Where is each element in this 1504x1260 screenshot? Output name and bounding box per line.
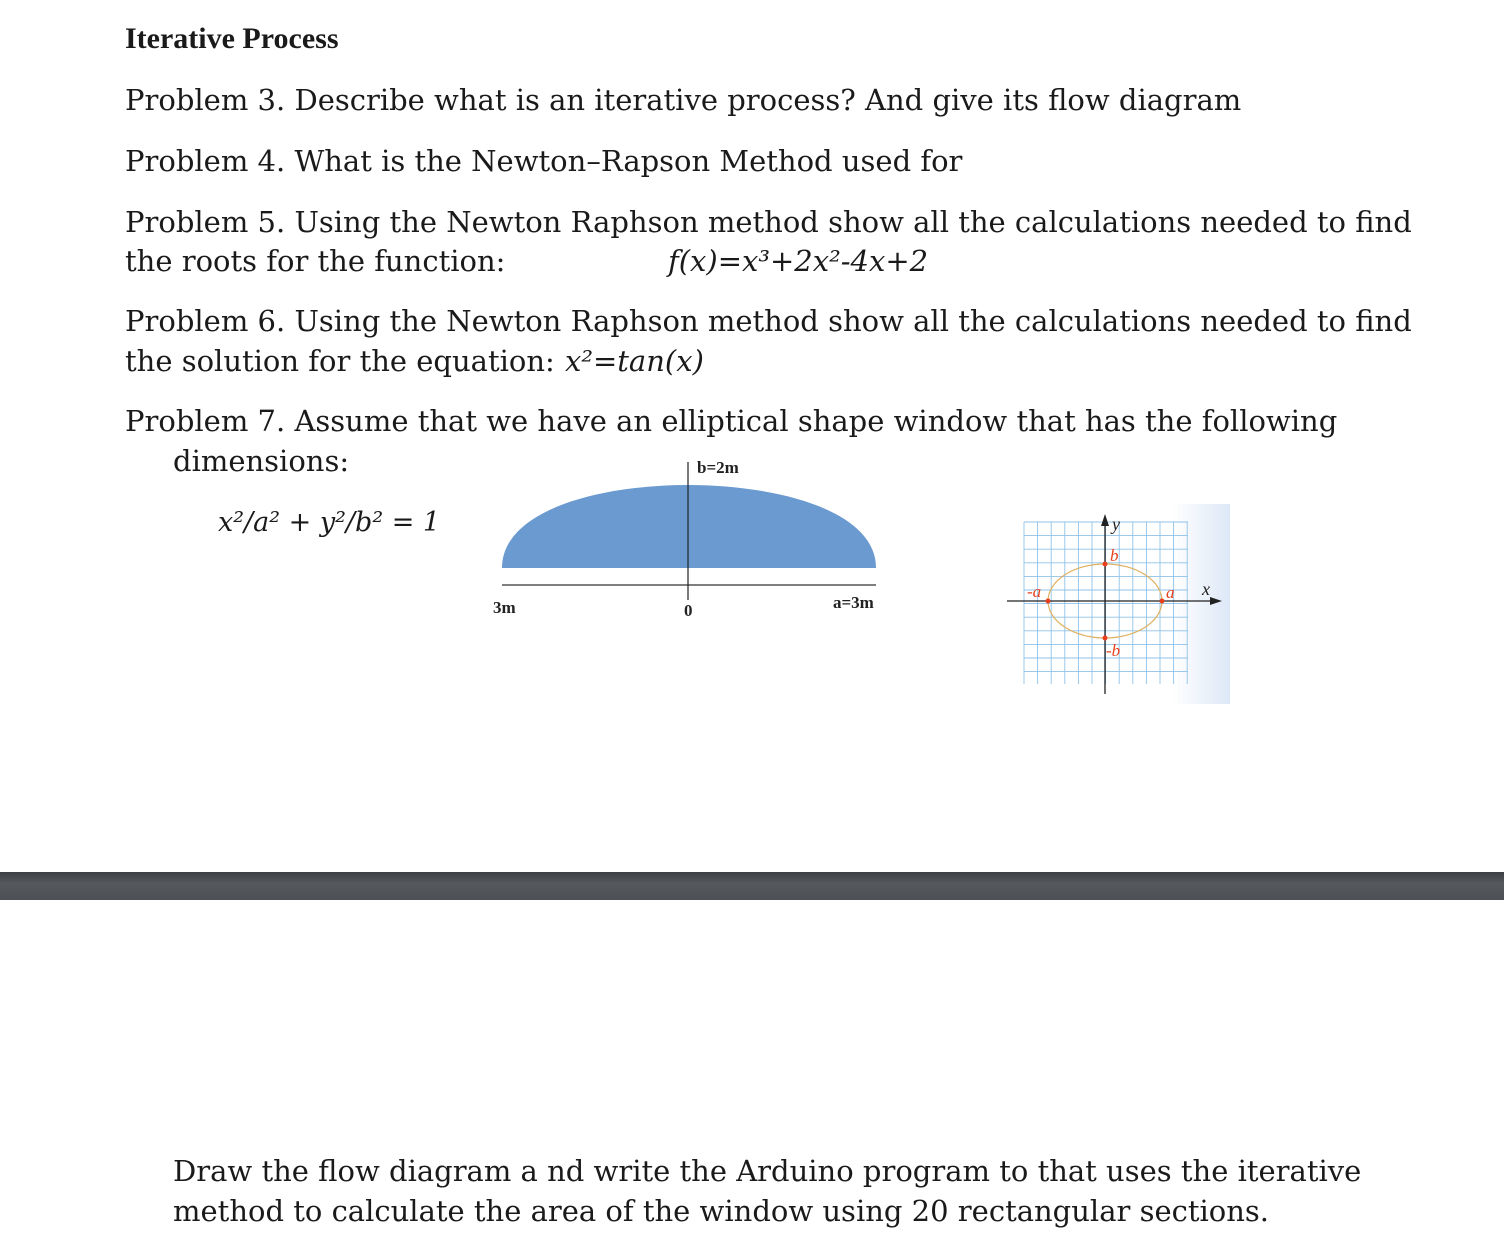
neg-a-point-label: -a — [1027, 582, 1042, 601]
problem-5-line-1: Problem 5. Using the Newton Raphson method show all the calculations needed to find — [125, 205, 1412, 239]
page-separator — [0, 872, 1504, 900]
problem-5-formula: f(x)=x³+2x²-4x+2 — [668, 244, 929, 278]
task-line-1: Draw the flow diagram a nd write the Arduino program to that uses the iterative — [173, 1154, 1362, 1188]
task-line-2: method to calculate the area of the window using 20 rectangular sections. — [173, 1194, 1270, 1228]
point-b — [1103, 562, 1108, 567]
point-neg-a — [1046, 599, 1051, 604]
window-figure — [490, 450, 900, 630]
problem-3: Problem 3. Describe what is an iterative process? And give its flow diagram — [125, 83, 1242, 117]
x-label: x — [1202, 579, 1210, 599]
point-neg-b — [1103, 636, 1108, 641]
problem-7-line-2: dimensions: — [173, 444, 350, 478]
left-label: 3m — [493, 598, 516, 617]
problem-6-formula: x²=tan(x) — [565, 344, 704, 378]
y-label: y — [1112, 514, 1120, 534]
a-point-label: a — [1166, 583, 1175, 602]
ellipse-grid-figure — [1000, 504, 1230, 704]
problem-5-line-2: the roots for the function: — [125, 244, 506, 278]
origin-label: 0 — [684, 601, 693, 620]
problem-6-line-2: the solution for the equation: — [125, 344, 555, 378]
neg-b-point-label: -b — [1106, 641, 1121, 660]
window-half-ellipse — [502, 485, 876, 568]
point-a — [1160, 599, 1165, 604]
a-label: a=3m — [833, 593, 874, 612]
problem-4: Problem 4. What is the Newton–Rapson Method used for — [125, 144, 963, 178]
problem-7-line-1: Problem 7. Assume that we have an elliptical shape window that has the following — [125, 404, 1338, 438]
page-heading: Iterative Process — [125, 22, 339, 55]
ellipse-equation: x²/a² + y²/b² = 1 — [218, 507, 441, 538]
problem-6-line-1: Problem 6. Using the Newton Raphson method show all the calculations needed to find — [125, 304, 1412, 338]
b-label: b=2m — [697, 458, 739, 477]
b-point-label: b — [1110, 546, 1119, 565]
